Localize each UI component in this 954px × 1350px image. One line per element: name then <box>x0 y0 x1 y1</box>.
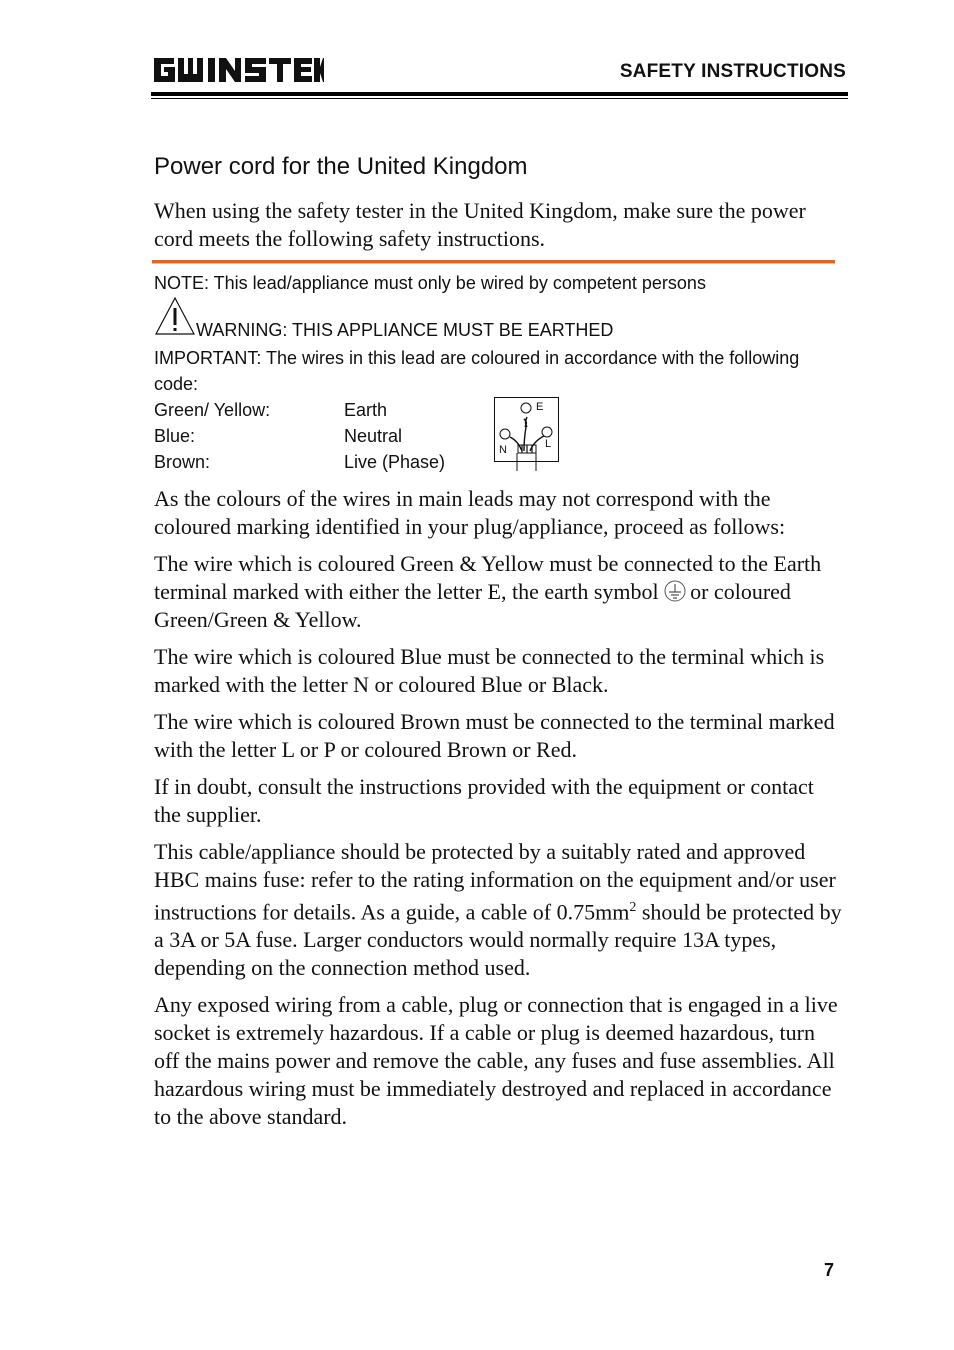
superscript: 2 <box>629 900 637 915</box>
paragraph-text: should be protected by a 3A or 5A fuse. Larger conductors would normally require 13A types, depending on the connection method used. <box>154 899 842 981</box>
paragraph: As the colours of the wires in main leads may not correspond with the coloured marking identified in your plug/appliance, proceed as follows: <box>154 486 786 539</box>
paragraph: The wire which is coloured Blue must be connected to the terminal which is marked with the letter N or coloured Blue or Black. <box>154 644 825 697</box>
wire-color: Green/ Yellow: <box>154 400 271 420</box>
paragraph-text: This cable/appliance should be protected by a suitably rated and approved HBC mains fuse: refer to the rating information on the equipment and/or user instructions for details. As a guide, a cable of 0.75mm <box>154 839 836 925</box>
important-text: IMPORTANT: The wires in this lead are coloured in accordance with the following code: <box>154 348 800 394</box>
intro-paragraph: When using the safety tester in the United Kingdom, make sure the power cord meets the following safety instructions. <box>154 198 806 251</box>
wire-meaning: Live (Phase) <box>344 452 446 472</box>
wire-color: Brown: <box>154 452 211 472</box>
accent-rule-shade <box>152 263 835 264</box>
paragraph: Any exposed wiring from a cable, plug or connection that is engaged in a live socket is extremely hazardous. If a cable or plug is deemed hazardous, turn off the mains power and remove the cable, any fuses and fuse assemblies. All hazardous wiring must be immediately destroyed and replaced in accordance to the above standard. <box>154 992 838 1130</box>
page-heading: Power cord for the United Kingdom <box>154 153 528 180</box>
warning-text: WARNING: THIS APPLIANCE MUST BE EARTHED <box>196 320 614 340</box>
warning-triangle-icon <box>154 296 196 336</box>
plug-label-neutral: N <box>499 444 507 456</box>
gw-instek-logo <box>152 52 324 86</box>
paragraph: If in doubt, consult the instructions provided with the equipment or contact the supplier. <box>154 774 814 827</box>
plug-label-live: L <box>545 438 552 450</box>
header-rule <box>151 92 848 96</box>
wire-code-table <box>154 397 445 475</box>
wire-code-row <box>154 449 445 475</box>
wire-meaning: Earth <box>344 400 388 420</box>
wire-color: Blue: <box>154 426 196 446</box>
plug-label-earth: E <box>536 401 544 413</box>
body-text <box>154 485 844 1140</box>
section-title: SAFETY INSTRUCTIONS <box>619 61 846 82</box>
paragraph: The wire which is coloured Brown must be connected to the terminal marked with the letter L or P or coloured Brown or Red. <box>154 709 835 762</box>
header-rule-thin <box>151 98 848 99</box>
paragraph <box>154 838 844 982</box>
uk-plug-wiring-diagram <box>494 397 559 471</box>
page-number: 7 <box>824 1260 835 1280</box>
paragraph <box>154 550 844 634</box>
paragraph-text: or coloured Green/Green & Yellow. <box>154 579 791 632</box>
note-text: NOTE: This lead/appliance must only be wired by competent persons <box>154 273 706 293</box>
paragraph-text: The wire which is coloured Green & Yellow must be connected to the Earth terminal marked with either the letter E, the earth symbol <box>154 551 822 604</box>
wire-meaning: Neutral <box>344 426 403 446</box>
wire-code-row <box>154 397 445 423</box>
earth-symbol-icon <box>664 580 686 602</box>
wire-code-row <box>154 423 445 449</box>
